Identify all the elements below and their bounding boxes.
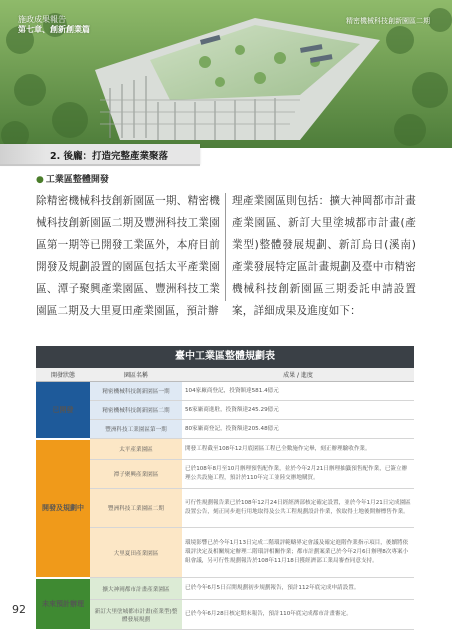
table-header-row [36, 368, 414, 382]
category-developed: 已開發 [36, 382, 90, 439]
area-progress: 80家廠商登記，投資額達205.48億元 [182, 420, 414, 439]
table-row [36, 420, 414, 439]
table-row [36, 382, 414, 401]
area-name: 豐洲科技工業園區第一期 [90, 420, 182, 439]
area-name: 豐洲科技工業園區二期 [90, 489, 182, 528]
body-text-right: 理產業園區則包括：擴大神岡都市計畫產業園區、新訂大里塗城都市計畫(產業型)整體發展規劃、新訂烏日(溪南)產業發展特定區計畫規劃及臺中市精密機械科技創新園區三期委託申請設置案，詳細成果及進度如下： [232, 195, 416, 317]
area-name: 擴大神岡都市計畫產業園區 [90, 578, 182, 600]
area-progress: 104家廠商登記，投資額達581.4億元 [182, 382, 414, 401]
header-status: 開發狀態 [36, 368, 90, 382]
table-row [36, 460, 414, 489]
category-future: 未來預計辦理 [36, 578, 90, 630]
table-row [36, 489, 414, 528]
chapter-header [18, 15, 90, 35]
area-name: 新訂大里塗城都市計畫(產業型)整體發展規劃 [90, 600, 182, 630]
banner-stripe [0, 164, 200, 166]
area-progress: 可行性規劃報告業已於108年12月24日經經濟部核定確定設置，並於今年1月21日完成園區設置公告，刻正同步進行用地取得及公共工程規劃設計作業，俟取得土地後開辦標售作業。 [182, 489, 414, 528]
table-row [36, 578, 414, 600]
area-progress: 已於今年6月28日核定期末報告，預計110年底完成都市計畫審定。 [182, 600, 414, 630]
area-name: 精密機械科技創新園區二期 [90, 401, 182, 420]
area-progress: 56家廠商進駐，投資額達245.29億元 [182, 401, 414, 420]
banner-accent [0, 144, 46, 164]
report-title: 施政成果報告 [18, 15, 66, 24]
column-divider [225, 193, 226, 301]
bullet-icon: ● [36, 175, 44, 185]
table-title: 臺中工業區整體規劃表 [36, 346, 414, 368]
chapter-title: 第七章、創新創業篇 [18, 25, 90, 34]
body-text-left: 除精密機械科技創新園區一期、精密機械科技創新園區二期及豐洲科技工業園區第一期等已開發工業區外，本府目前開發及規劃設置的園區包括太平產業園區、潭子聚興產業園區、豐洲科技工業園區二期及大里夏田產業園區，預計辦 [36, 195, 220, 317]
area-name: 潭子聚興產業園區 [90, 460, 182, 489]
section-title: 2. 後龐：打造完整產業聚落 [50, 151, 169, 162]
industrial-zone-table [36, 368, 414, 631]
section-banner [0, 144, 200, 164]
subheading [36, 172, 109, 185]
hero-photo [0, 0, 452, 148]
table-row [36, 600, 414, 630]
table-row [36, 528, 414, 578]
area-name: 太平產業園區 [90, 439, 182, 460]
area-progress: 已於108年8月至10月辦理預售配作業，並於今年2月21日辦理抽籤預售配作業，已簽立辦理公共設施工程，預計於110年完工並陸交辦地購買。 [182, 460, 414, 489]
table-row [36, 401, 414, 420]
subheading-text: 工業區整體開發 [45, 175, 109, 185]
category-planning: 開發及規劃中 [36, 439, 90, 578]
area-progress: 已於今年6月5日召開規劃初步規劃報告，預計112年底完成申請設置。 [182, 578, 414, 600]
area-progress: 環境影響已於今年1月13日完成二階環評範疇界定會議及確定進階作業指示項目，後續將依環評決定及相關規定辦理二階環評相關作業；都市計劃案業已於今年2月6日辦理8次專案小組會議，另可行性規劃報告於108年11月18日獲經濟部工業局審查同意支持。 [182, 528, 414, 578]
header-area: 園區名稱 [90, 368, 182, 382]
area-name: 精密機械科技創新園區一期 [90, 382, 182, 401]
page-number: 92 [12, 603, 26, 616]
table-row [36, 439, 414, 460]
header-progress: 成果 / 進度 [182, 368, 414, 382]
photo-caption: 精密機械科技創新園區二期 [346, 17, 430, 25]
area-name: 大里夏田產業園區 [90, 528, 182, 578]
area-progress: 開發工程截至108年12月底園區工程已全數施作完畢，刻正辦理驗收作業。 [182, 439, 414, 460]
